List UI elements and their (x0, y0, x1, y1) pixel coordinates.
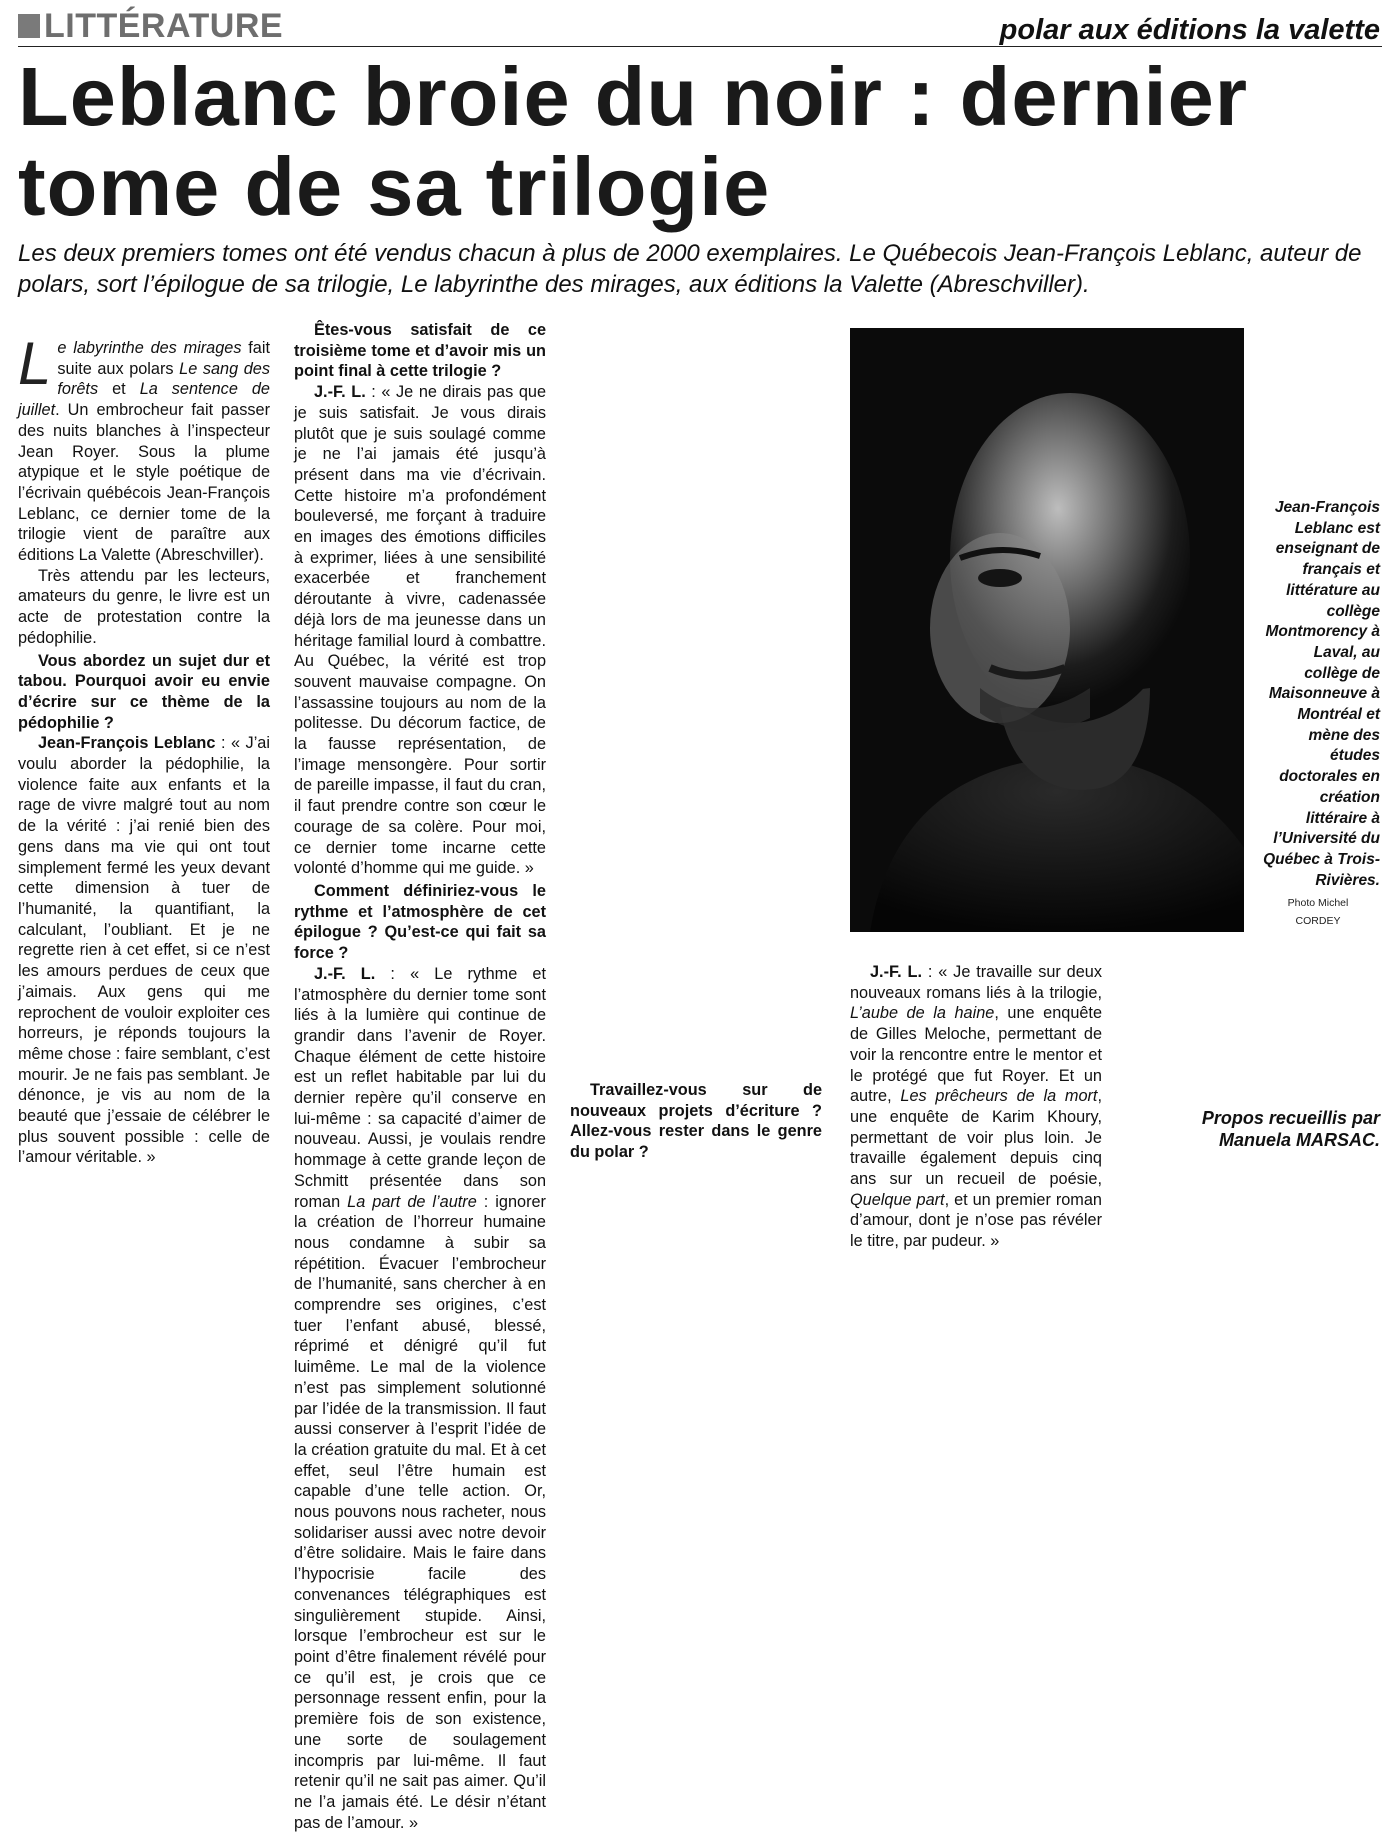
text-run: fait suite aux polars (57, 339, 270, 378)
answer-text: : « Je travaille sur deux nouveaux romans liés à la trilogie, (850, 963, 1102, 1002)
book-title: L’aube de la haine (850, 1004, 995, 1023)
rubric-square-icon (18, 14, 40, 38)
answer-text: : « Le rythme et l’atmosphère du dernier tome sont liés à la lumière qui continue de grandir dans l’avenir de Royer. Chaque élément de cette histoire est un reflet habitable par lui du dernier repère qu’il conserve en lui-même : sa capacité d’aimer de nouveau. Aussi, je voulais rendre hommage à cette grande leçon de Schmitt présentée dans son roman (294, 964, 546, 1211)
speaker: J.-F. L. (314, 383, 366, 402)
answer-text: : « J’ai voulu aborder la pédophilie, la violence faite aux enfants et la rage de vivre malgré tout au nom de la vérité : j’ai renié bien des gens dans ma vie qui ont tout simplement fermé les yeux devant cette dimension à tuer de l’humanité, la quantifiant, la calculant, l’oubliant. Et je ne regrette rien à cet effet, si ce n’est les amours perdues de ceux que j’aimais. Aux gens qui me reprochent de vouloir exploiter ces horreurs, je réponds toujours la même chose : faire semblant, c’est mourir. Je ne fais pas semblant. Je dénonce, je vis au nom de la beauté que j’essaie de célébrer le plus souvent possible : celle de l’amour véritable. » (18, 734, 270, 1167)
text-run: et (98, 380, 140, 399)
interview-question: Vous abordez un sujet dur et tabou. Pourquoi avoir eu envie d’écrire sur ce thème de la pédophilie ? (18, 651, 270, 732)
signature (1202, 1107, 1380, 1151)
portrait-illustration (850, 328, 1244, 932)
interview-answer (850, 962, 1102, 1252)
rubric-label: LITTÉRATURE (44, 7, 284, 45)
article-column-2 (294, 318, 546, 1833)
book-title: La part de l’autre (347, 1192, 477, 1211)
book-title: Le sang des forêts (57, 359, 270, 399)
interview-question: Comment définiriez-vous le rythme et l’atmosphère de cet épilogue ? Qu’est-ce qui fait sa force ? (294, 881, 546, 963)
speaker: J.-F. L. (314, 964, 376, 983)
portrait-photo (850, 328, 1244, 932)
text-run: . Un embrocheur fait passer des nuits blanches à l’inspecteur Jean Royer. Sous la plume atypique et le style poétique de l’écrivain québécois Jean-François Leblanc, ce dernier tome de la trilogie vient de paraître aux éditions La Valette (Abreschviller). (18, 401, 270, 565)
photo-caption: Jean-François Leblanc est enseignant de français et littérature au collège Montmorency à Laval, au collège de Maisonneuve à Montréal et mène des études doctorales en création littéraire à l’Université du Québec à Trois-Rivières. (1263, 499, 1380, 889)
book-title: Les prêcheurs de la mort (900, 1087, 1098, 1106)
book-title: La sentence de juillet (18, 380, 270, 420)
speaker: Jean-François Leblanc (38, 734, 216, 753)
article-column-1 (18, 330, 270, 1168)
answer-text: : ignorer la création de l’horreur humaine nous condamne à subir sa répétition. Évacuer l’embrocheur de l’humanité, sans chercher à en comprendre ses origines, c’est tuer l’enfant abusé, blessé, réprimé et dénigré qu’il fut luimême. Le mal de la violence n’est pas simplement solutionné par l’idée de la transmission. Il faut aussi conserver à l’esprit l’idée de la création gratuite du mal. Et à cet effet, seul l’être humain est capable d’une telle action. Or, nous pouvons nous racheter, nous solidariser aussi avec notre devoir d’être solidaire. Mais le faire dans l’hypocrisie facile des convenances télégraphiques est singulièrement stupide. Ainsi, lorsque l’embrocheur est sur le point d’être finalement révélé pour ce qu’il est, je crois que ce personnage ressent enfin, pour la première fois de son existence, une sorte de soulagement incompris par lui-même. Il faut retenir qu’il ne sait pas aimer. Qu’il ne l’a jamais été. Le désir n’étant pas de l’amour. » (294, 1192, 546, 1832)
interview-question: Êtes-vous satisfait de ce troisième tome et d’avoir mis un point final à cette trilogie ? (294, 321, 546, 381)
interview-question: Travaillez-vous sur de nouveaux projets d’écriture ? Allez-vous rester dans le genre du polar ? (570, 1081, 822, 1162)
book-title: Quelque part (850, 1190, 945, 1209)
article-column-4 (850, 962, 1102, 1252)
drop-cap: L (18, 330, 52, 397)
kicker: polar aux éditions la valette (999, 14, 1380, 46)
signature-author: Manuela MARSAC. (1218, 1130, 1380, 1150)
headline: Leblanc broie du noir : dernier tome de sa trilogie (18, 50, 1249, 233)
body-paragraph (18, 330, 270, 566)
interview-answer (294, 382, 546, 879)
signature-line: Propos recueillis par (1201, 1108, 1380, 1128)
interview-answer (294, 964, 546, 1833)
section-rubric (18, 8, 283, 44)
standfirst: Les deux premiers tomes ont été vendus chacun à plus de 2000 exemplaires. Le Québecois Jean-François Leblanc, auteur de polars, sort l’épilogue de sa trilogie, Le labyrinthe des mirages, aux éditions la Valette (Abreschviller). (18, 240, 1362, 298)
answer-text: , et un premier roman d’amour, dont je n’ose pas révéler le titre, par pudeur. » (850, 1190, 1102, 1251)
answer-text: : « Je ne dirais pas que je suis satisfait. Je vous dirais plutôt que je suis soulagé comme je ne l’ai jamais été jusqu’à présent dans ma vie d’écrivain. Cette histoire m’a profondément bouleversé, me forçant à traduire en images des émotions difficiles à exprimer, liées à une sensibilité exacerbée et franchement déroutante à vivre, cadenassée déjà lors de ma jeunesse dans un héritage familial lourd à combattre. Au Québec, la vérité est trop souvent mauvaise compagne. On l’assassine toujours au nom de la politesse. Du décorum factice, de la fausse représentation, de l’image mensongère. Pour sortir de pareille impasse, il faut du cran, il faut prendre contre son cœur le courage de sa colère. Pour moi, ce dernier tome incarne cette volonté d’homme qui me guide. » (294, 383, 546, 878)
speaker: J.-F. L. (870, 963, 922, 981)
body-paragraph: Très attendu par les lecteurs, amateurs du genre, le livre est un acte de protestation contre la pédophilie. (18, 566, 270, 647)
answer-text: , une enquête de Karim Khoury, permettant de voir plus loin. Je travaille également depuis cinq ans sur un recueil de poésie, (850, 1087, 1102, 1189)
header-rule (18, 46, 1382, 47)
photo-credit-name: CORDEY (1295, 915, 1341, 927)
interview-answer (18, 733, 270, 1168)
photo-credit-line: Photo Michel (1287, 897, 1349, 909)
answer-text: , une enquête de Gilles Meloche, permettant de voir la rencontre entre le mentor et le protégé que fut Royer. Et un autre, (850, 1004, 1103, 1106)
book-title: e labyrinthe des mirages (57, 339, 242, 357)
photo-credit (1256, 894, 1380, 930)
